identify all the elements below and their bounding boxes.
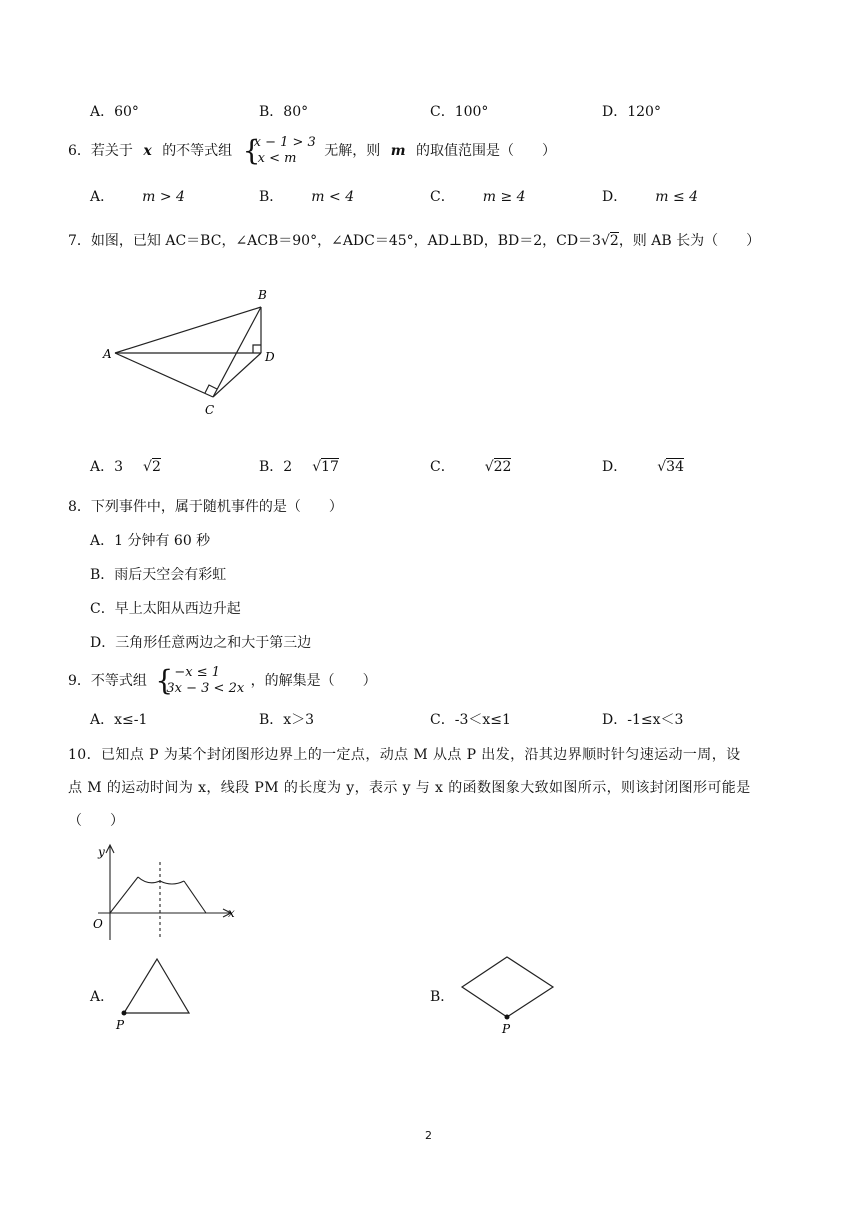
q10-option-b-rhombus [455, 952, 560, 1037]
page-number: 2 [425, 1129, 432, 1142]
graph-label-origin: O [93, 917, 103, 931]
q9-option-b: B．x＞3 [259, 712, 315, 728]
q5-option-a: A．60° [90, 104, 139, 120]
q10-stem-line1: 10．已知点 P 为某个封闭图形边界上的一定点，动点 M 从点 P 出发，沿其边界顺时针匀速运动一周，设 [68, 747, 741, 763]
label-b: B [258, 288, 267, 302]
q10-option-a-triangle [110, 955, 190, 1035]
q10-option-b-letter: B． [430, 989, 455, 1005]
q8-option-b: B．雨后天空会有彩虹 [90, 567, 227, 583]
q9-inequality-system: { −x ≤ 1 3x − 3 < 2x [157, 665, 244, 697]
q10-function-graph [88, 840, 248, 945]
q10-stem-line2: 点 M 的运动时间为 x，线段 PM 的长度为 y，表示 y 与 x 的函数图象大致如图所示，则该封闭图形可能是 [68, 780, 751, 796]
q8-option-c: C．早上太阳从西边升起 [90, 601, 241, 617]
q10-option-a-letter: A． [90, 989, 115, 1005]
q7-option-d: D． √34 [602, 459, 684, 475]
q6-inequality-system [245, 135, 316, 167]
option-b-point-label: P [502, 1022, 511, 1036]
q7-option-c: C． √22 [430, 459, 512, 475]
q6-option-b: B． m < 4 [259, 189, 355, 205]
q7-triangle-figure [95, 280, 295, 425]
q7-option-a: A．3 √2 [90, 459, 161, 475]
q6-var-m: m [390, 143, 406, 159]
q10-stem-line3: （ ） [68, 813, 124, 829]
q6-option-d: D． m ≤ 4 [602, 189, 699, 205]
q8-stem: 8．下列事件中，属于随机事件的是（ ） [68, 499, 343, 515]
option-a-point-label: P [116, 1018, 125, 1032]
label-a: A [103, 347, 112, 361]
q9-stem: 9．不等式组 { −x ≤ 1 3x − 3 < 2x ，的解集是（ ） [68, 665, 377, 697]
q6-system-line1: { x − 1 > 3 [253, 135, 316, 150]
label-c: C [205, 403, 215, 417]
q9-option-c: C．-3＜x≤1 [430, 712, 511, 728]
q6-var-x: x [143, 143, 152, 159]
q8-option-a: A．1 分钟有 60 秒 [90, 533, 211, 549]
q9-option-d: D．-1≤x＜3 [602, 712, 684, 728]
q5-option-b: B．80° [259, 104, 309, 120]
q6-system-line2: x < m [257, 151, 297, 166]
q6-suffix1: 无解，则 [324, 143, 381, 159]
q6-option-a: A． m > 4 [90, 189, 185, 205]
sqrt-symbol: √ [600, 233, 610, 249]
q7-option-b: B．2 √17 [259, 459, 339, 475]
q6-stem [68, 135, 556, 167]
q8-option-d: D．三角形任意两边之和大于第三边 [90, 635, 312, 651]
label-d: D [265, 350, 275, 364]
graph-label-y: y [98, 845, 105, 859]
q7-stem: 7．如图，已知 AC＝BC，∠ACB＝90°，∠ADC＝45°，AD⊥BD，BD＝2，CD＝3√2，则 AB 长为（ ） [68, 233, 761, 249]
q6-prefix: 6．若关于 [68, 143, 133, 159]
q9-option-a: A．x≤-1 [90, 712, 148, 728]
q5-option-d: D．120° [602, 104, 661, 120]
q5-option-c: C．100° [430, 104, 489, 120]
graph-label-x: x [228, 906, 235, 920]
q6-suffix2: 的取值范围是（ ） [416, 143, 557, 159]
q6-option-c: C． m ≥ 4 [430, 189, 526, 205]
q6-mid: 的不等式组 [162, 143, 233, 159]
